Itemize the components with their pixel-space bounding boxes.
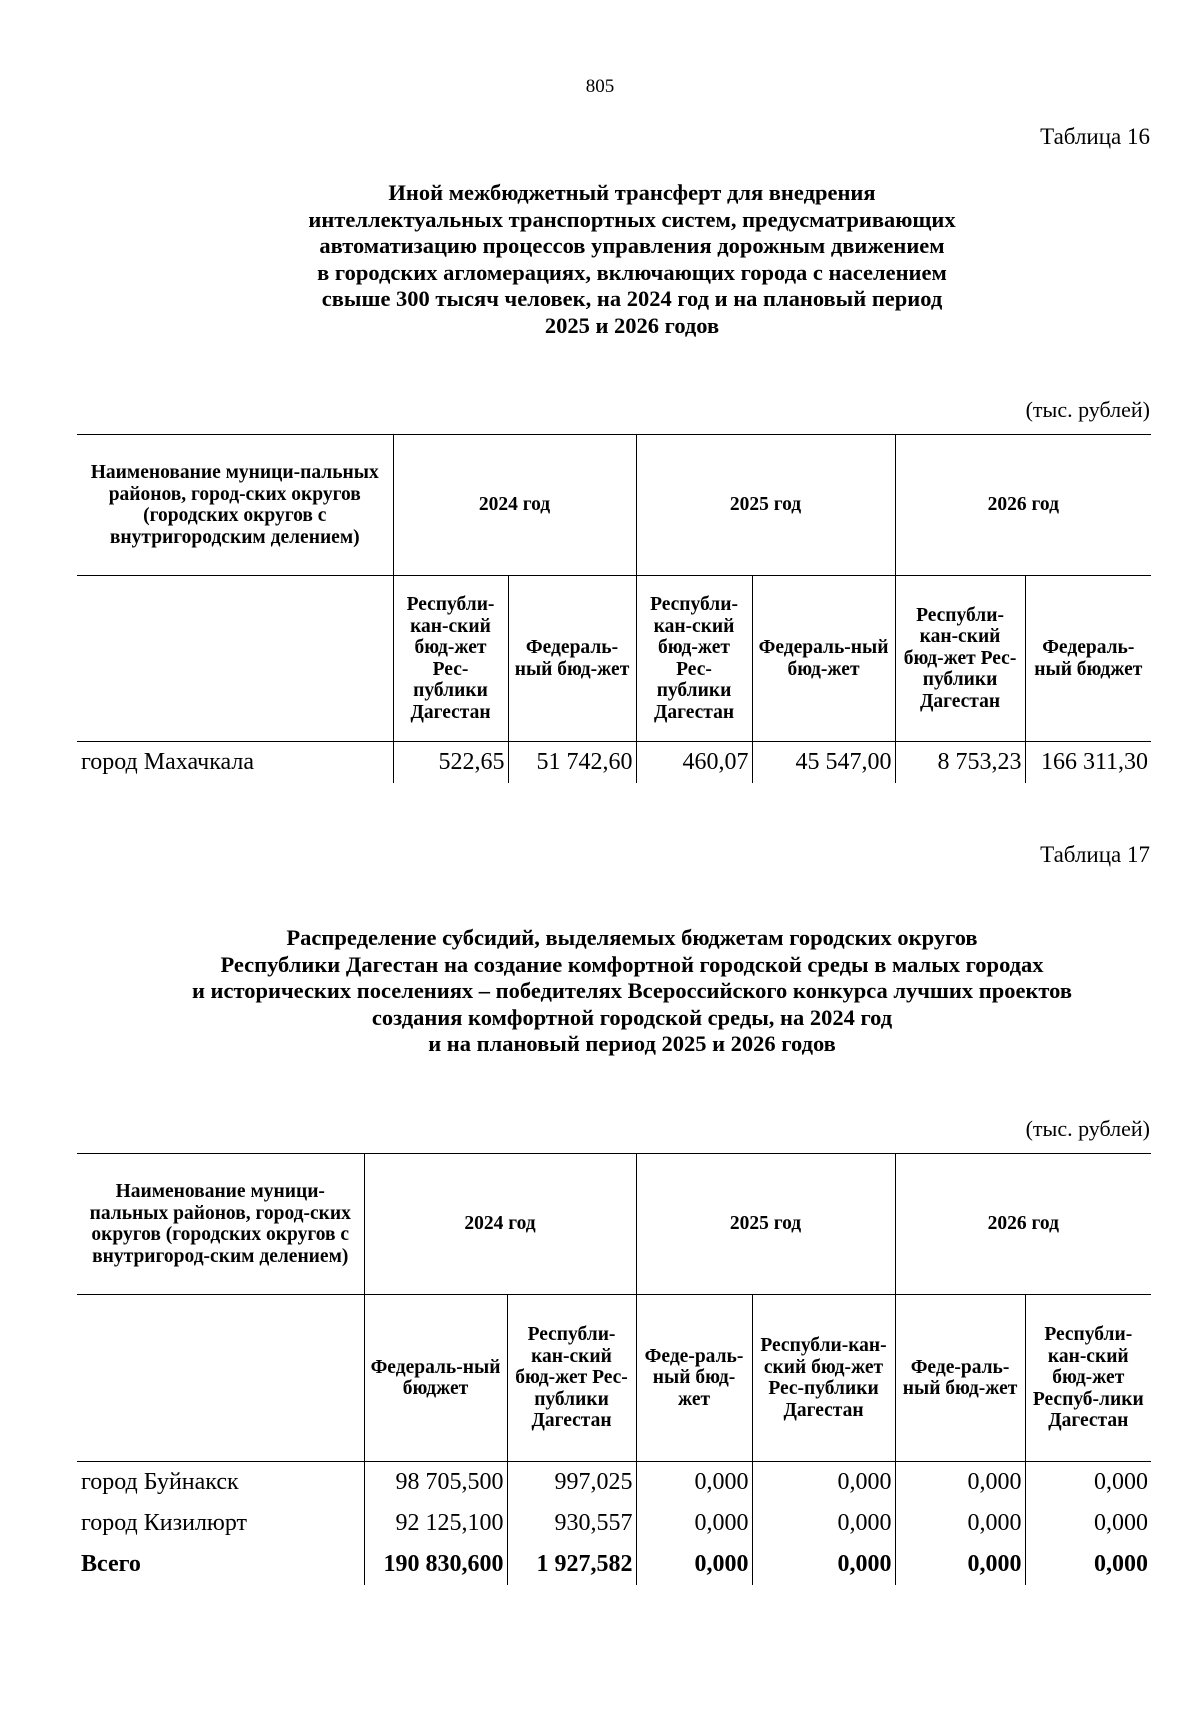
table16: [77, 434, 1151, 783]
value-cell: 45 547,00: [752, 742, 895, 784]
value-cell: 0,000: [895, 1462, 1025, 1504]
table-row: [77, 1503, 1151, 1544]
empty-subheader-cell: [77, 1295, 364, 1462]
budget-subheader: Республи-кан-ский бюд-жет Респуб-лики Дагестан: [1025, 1295, 1151, 1462]
budget-subheader: Федераль-ный бюд-жет: [752, 576, 895, 742]
budget-subheader: Федераль-ный бюд-жет: [508, 576, 636, 742]
total-value-cell: 190 830,600: [364, 1544, 507, 1585]
year-header-2026: 2026 год: [895, 1154, 1151, 1295]
title-line: создания комфортной городской среды, на 2024 год: [371, 1004, 893, 1030]
municipality-name: город Кизилюрт: [81, 1510, 248, 1536]
value-cell: 0,000: [752, 1462, 895, 1504]
budget-subheader: Республи-кан-ский бюд-жет Рес-публики Дагестан: [507, 1295, 636, 1462]
value-cell: 0,000: [752, 1503, 895, 1544]
value-cell: 997,025: [507, 1462, 636, 1504]
total-row: [77, 1544, 1151, 1585]
empty-subheader-cell: [77, 576, 393, 742]
value-cell: 8 753,23: [895, 742, 1025, 784]
title-line: автоматизацию процессов управления дорожным движением: [319, 233, 945, 258]
municipality-column-header: Наименование муници-пальных районов, город-ских округов (городских округов с внутригород-ским делением): [77, 1154, 364, 1295]
year-header-2025: 2025 год: [636, 435, 895, 576]
budget-subheader: Федераль-ный бюджет: [364, 1295, 507, 1462]
year-header-2025: 2025 год: [636, 1154, 895, 1295]
title-line: и на плановый период 2025 и 2026 годов: [428, 1031, 836, 1056]
table16-title: [0, 180, 1200, 339]
table-row: [77, 742, 1151, 784]
budget-subheader: Федераль-ный бюджет: [1025, 576, 1151, 742]
title-line: Республики Дагестан на создание комфортной городской среды в малых городах: [220, 951, 1044, 977]
table17-label: Таблица 17: [1040, 842, 1150, 867]
table17-header-row: [77, 1154, 1151, 1295]
value-cell: 522,65: [393, 742, 508, 784]
table16-header-row: [77, 435, 1151, 576]
title-line: Распределение субсидий, выделяемых бюджетам городских округов: [286, 925, 978, 950]
year-header-2026: 2026 год: [895, 435, 1151, 576]
total-label: Всего: [81, 1551, 141, 1577]
title-line: свыше 300 тысяч человек, на 2024 год и на плановый период: [321, 286, 943, 311]
budget-subheader: Республи-кан-ский бюд-жет Рес-публики Дагестан: [393, 576, 508, 742]
total-value-cell: 0,000: [895, 1544, 1025, 1585]
year-header-2024: 2024 год: [393, 435, 636, 576]
table17-title: [0, 925, 1200, 1058]
value-cell: 930,557: [507, 1503, 636, 1544]
total-value-cell: 1 927,582: [507, 1544, 636, 1585]
table16-label: Таблица 16: [1040, 124, 1150, 149]
value-cell: 0,000: [1025, 1462, 1151, 1504]
table17-unit: (тыс. рублей): [1025, 1116, 1150, 1141]
table17: [77, 1153, 1151, 1585]
budget-subheader: Республи-кан-ский бюд-жет Рес-публики Дагестан: [895, 576, 1025, 742]
table16-unit: (тыс. рублей): [1025, 397, 1150, 422]
title-line: интеллектуальных транспортных систем, предусматривающих: [308, 206, 956, 232]
budget-subheader: Феде-раль-ный бюд-жет: [636, 1295, 752, 1462]
table16-subheader-row: [77, 576, 1151, 742]
value-cell: 460,07: [636, 742, 752, 784]
table-row: [77, 1462, 1151, 1504]
value-cell: 0,000: [636, 1503, 752, 1544]
title-line: Иной межбюджетный трансферт для внедрения: [388, 180, 876, 205]
municipality-name: город Буйнакск: [81, 1469, 239, 1495]
value-cell: 0,000: [895, 1503, 1025, 1544]
title-line: 2025 и 2026 годов: [544, 312, 720, 338]
budget-subheader: Республи-кан-ский бюд-жет Рес-публики Дагестан: [752, 1295, 895, 1462]
total-value-cell: 0,000: [636, 1544, 752, 1585]
page-number: 805: [585, 76, 615, 97]
value-cell: 98 705,500: [364, 1462, 507, 1504]
value-cell: 0,000: [636, 1462, 752, 1504]
table17-subheader-row: [77, 1295, 1151, 1462]
total-value-cell: 0,000: [752, 1544, 895, 1585]
budget-subheader: Феде-раль-ный бюд-жет: [895, 1295, 1025, 1462]
budget-subheader: Республи-кан-ский бюд-жет Рес-публики Дагестан: [636, 576, 752, 742]
title-line: в городских агломерациях, включающих города с населением: [317, 259, 947, 285]
municipality-name: город Махачкала: [81, 749, 254, 775]
value-cell: 166 311,30: [1025, 742, 1151, 784]
value-cell: 51 742,60: [508, 742, 636, 784]
value-cell: 92 125,100: [364, 1503, 507, 1544]
total-value-cell: 0,000: [1025, 1544, 1151, 1585]
value-cell: 0,000: [1025, 1503, 1151, 1544]
municipality-column-header: Наименование муници-пальных районов, город-ских округов (городских округов с внутригородским делением): [77, 435, 393, 576]
title-line: и исторических поселениях – победителях Всероссийского конкурса лучших проектов: [191, 978, 1073, 1003]
year-header-2024: 2024 год: [364, 1154, 636, 1295]
